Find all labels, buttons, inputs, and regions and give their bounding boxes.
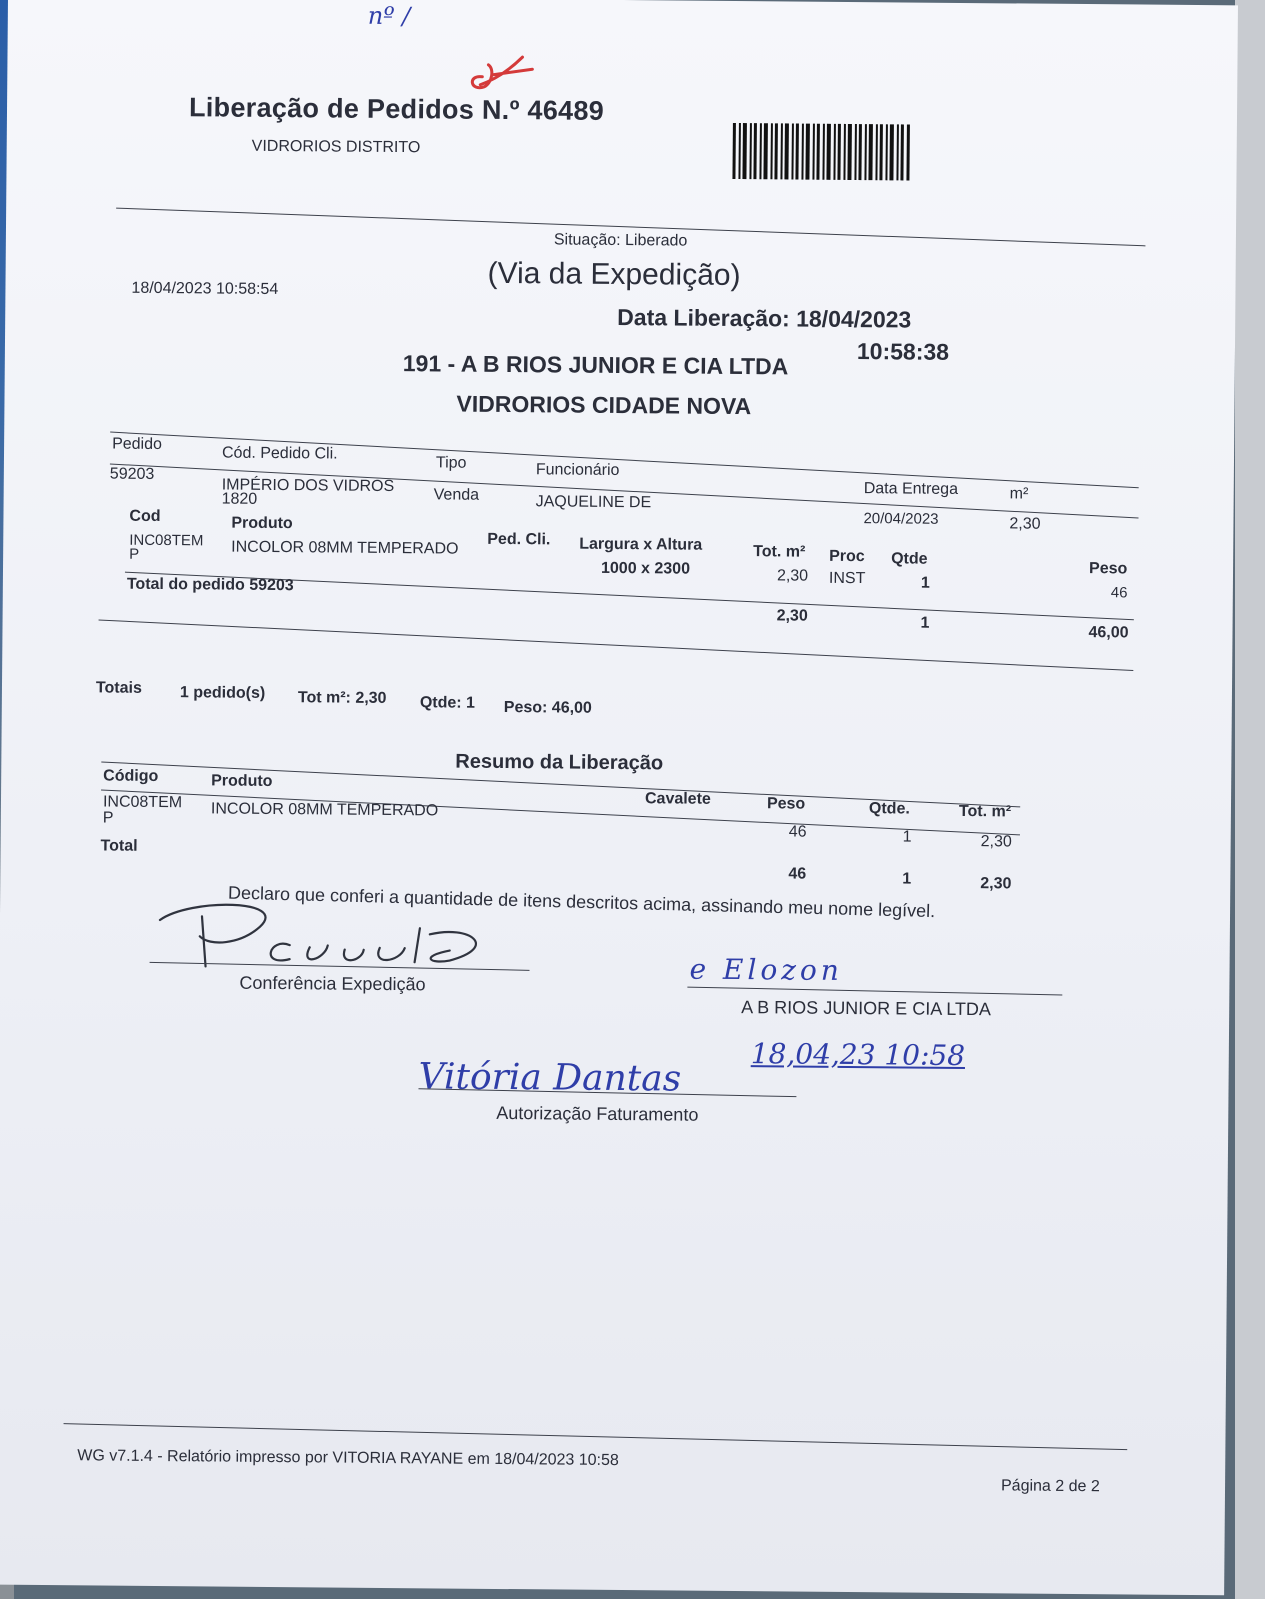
handwritten-note-top: nº /: [367, 1, 411, 31]
summary-col-produto: Produto: [211, 772, 273, 790]
label-conferencia: Conferência Expedição: [239, 972, 426, 995]
col-tot-m2: Tot. m²: [753, 543, 806, 561]
item-dimensions: 1000 x 2300: [600, 559, 691, 578]
release-date: Data Liberação: 18/04/2023: [617, 303, 912, 333]
company-name: VIDRORIOS DISTRITO: [251, 137, 421, 157]
summary-col-codigo: Código: [103, 767, 159, 785]
item-qtde: 1: [920, 574, 930, 592]
release-time: 10:58:38: [856, 338, 950, 365]
handwritten-date: 18,04,23 10:58: [750, 1037, 966, 1073]
item-proc: INST: [828, 569, 866, 588]
order-total-m2: 2,30: [776, 607, 808, 625]
col-m2: m²: [1009, 485, 1029, 503]
col-proc: Proc: [829, 547, 865, 566]
item-code: INC08TEM: [129, 531, 204, 550]
red-mark-icon: [462, 47, 552, 98]
col-peso: Peso: [1088, 560, 1128, 578]
item-code-2: P: [129, 545, 140, 563]
summary-code: INC08TEM: [102, 793, 183, 812]
summary-tot-m2: 2,30: [980, 833, 1012, 851]
summary-col-cavalete: Cavalete: [644, 790, 711, 808]
status-text: Situação: Liberado: [553, 231, 688, 250]
totals-m2: Tot m²: 2,30: [297, 689, 387, 707]
client-order-code: IMPÉRIO DOS VIDROS: [221, 476, 395, 496]
order-m2: 2,30: [1009, 515, 1041, 533]
order-total-qtde: 1: [920, 614, 930, 632]
summary-total-peso: 46: [788, 865, 807, 883]
item-product: INCOLOR 08MM TEMPERADO: [231, 538, 459, 558]
document-title: Liberação de Pedidos N.º 46489: [188, 92, 605, 126]
print-datetime: 18/04/2023 10:58:54: [131, 279, 279, 299]
summary-qtde: 1: [902, 828, 912, 846]
order-total-label: Total do pedido 59203: [126, 575, 294, 595]
summary-title: Resumo da Liberação: [455, 750, 664, 775]
summary-col-peso: Peso: [766, 795, 806, 813]
order-total-peso: 46,00: [1088, 624, 1129, 642]
copy-type: (Via da Expedição): [487, 256, 741, 293]
totals-qtde: Qtde: 1: [419, 694, 476, 712]
summary-product: INCOLOR 08MM TEMPERADO: [210, 800, 439, 820]
signature-line-client: [687, 987, 1062, 996]
summary-col-tot-m2: Tot. m²: [958, 802, 1012, 821]
delivery-date: 20/04/2023: [863, 510, 939, 528]
footer-divider: [64, 1423, 1128, 1450]
summary-code-2: P: [102, 809, 114, 827]
col-cod-pedido-cli: Cód. Pedido Cli.: [221, 444, 338, 463]
item-tot-m2: 2,30: [776, 567, 809, 585]
col-produto: Produto: [231, 514, 293, 533]
col-qtde: Qtde: [891, 550, 928, 568]
client-order-code-2: 1820: [221, 490, 258, 508]
page-number: Página 2 de 2: [1000, 1477, 1100, 1496]
footer-info: WG v7.1.4 - Relatório impresso por VITORIA RAYANE em 18/04/2023 10:58: [77, 1447, 619, 1470]
order-number: 59203: [109, 465, 155, 483]
client-name: 191 - A B RIOS JUNIOR E CIA LTDA: [402, 350, 789, 380]
signature-autorizacao: Vitória Dantas: [418, 1056, 682, 1100]
order-total-line-bottom: [99, 619, 1134, 671]
label-client: A B RIOS JUNIOR E CIA LTDA: [741, 997, 992, 1020]
totals-label: Totais: [95, 679, 142, 697]
item-peso: 46: [1110, 584, 1128, 602]
totals-peso: Peso: 46,00: [503, 698, 592, 717]
col-tipo: Tipo: [435, 454, 467, 472]
summary-total-label: Total: [100, 837, 138, 855]
order-type: Venda: [433, 486, 480, 504]
background-right: [1235, 0, 1265, 1599]
col-funcionario: Funcionário: [535, 461, 620, 479]
signature-client: e Elozon: [689, 952, 844, 987]
summary-peso: 46: [788, 823, 807, 841]
employee: JAQUELINE DE: [535, 493, 652, 512]
client-branch: VIDRORIOS CIDADE NOVA: [456, 390, 752, 420]
summary-col-qtde: Qtde.: [868, 800, 910, 818]
col-largura-altura: Largura x Altura: [579, 535, 703, 554]
col-pedido: Pedido: [112, 435, 163, 453]
col-data-entrega: Data Entrega: [863, 480, 959, 498]
totals-orders: 1 pedido(s): [179, 684, 266, 702]
col-cod: Cod: [129, 507, 161, 525]
declaration-text: Declaro que conferi a quantidade de itens descritos acima, assinando meu nome legível.: [227, 882, 936, 922]
summary-total-m2: 2,30: [980, 875, 1012, 893]
col-ped-cli: Ped. Cli.: [487, 530, 551, 549]
summary-total-qtde: 1: [902, 870, 912, 888]
barcode: [732, 123, 913, 185]
label-autorizacao: Autorização Faturamento: [496, 1102, 699, 1125]
